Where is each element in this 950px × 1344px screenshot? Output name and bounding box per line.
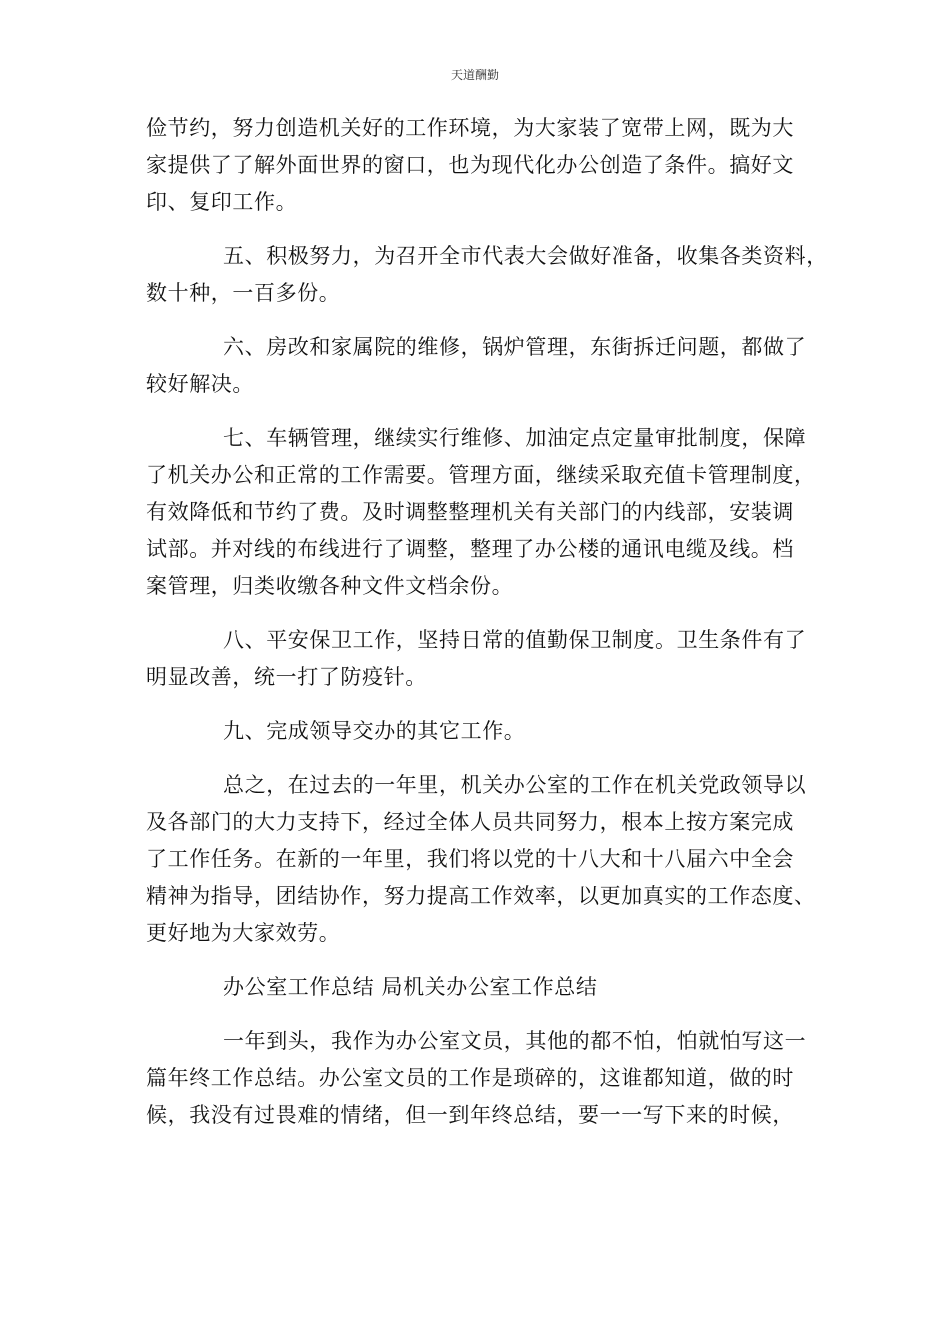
text-line: 篇年终工作总结。办公室文员的工作是琐碎的，这谁都知道，做的时 <box>146 1066 794 1090</box>
text-line: 了机关办公和正常的工作需要。管理方面，继续采取充值卡管理制度， <box>146 463 816 487</box>
text-line: 总之，在过去的一年里，机关办公室的工作在机关党政领导以 <box>223 773 807 797</box>
text-line: 八、平安保卫工作，坚持日常的值勤保卫制度。卫生条件有了 <box>223 628 807 652</box>
text-line: 有效降低和节约了费。及时调整整理机关有关部门的内线部，安装调 <box>146 500 794 524</box>
paragraph <box>146 329 812 403</box>
text-line: 更好地为大家效劳。 <box>146 921 341 945</box>
text-line: 案管理，归类收缴各种文件文档余份。 <box>146 574 514 598</box>
paragraph <box>146 110 812 221</box>
paragraph <box>146 767 816 952</box>
text-line: 六、房改和家属院的维修，锅炉管理，东街拆迁问题，都做了 <box>223 335 807 359</box>
text-line: 九、完成领导交办的其它工作。 <box>223 719 526 743</box>
paragraph <box>146 420 816 605</box>
text-line: 试部。并对线的布线进行了调整，整理了办公楼的通讯电缆及线。档 <box>146 537 794 561</box>
text-line: 较好解决。 <box>146 372 254 396</box>
text-line: 候，我没有过畏难的情绪，但一到年终总结，要一一写下来的时候， <box>146 1103 794 1127</box>
paragraph <box>146 238 828 312</box>
paragraph <box>146 1023 812 1134</box>
text-line: 俭节约，努力创造机关好的工作环境，为大家装了宽带上网，既为大 <box>146 116 794 140</box>
text-line: 明显改善，统一打了防疫针。 <box>146 665 427 689</box>
text-line: 及各部门的大力支持下，经过全体人员共同努力，根本上按方案完成 <box>146 810 794 834</box>
paragraph <box>146 713 812 750</box>
text-line: 办公室工作总结 局机关办公室工作总结 <box>223 975 598 999</box>
document-body <box>146 110 828 1151</box>
text-line: 一年到头，我作为办公室文员，其他的都不怕，怕就怕写这一 <box>223 1029 807 1053</box>
page-header: 天道酬勤 <box>450 68 499 82</box>
text-line: 精神为指导，团结协作，努力提高工作效率，以更加真实的工作态度、 <box>146 884 816 908</box>
text-line: 了工作任务。在新的一年里，我们将以党的十八大和十八届六中全会 <box>146 847 794 871</box>
text-line: 五、积极努力，为召开全市代表大会做好准备，收集各类资料， <box>223 244 828 268</box>
text-line: 七、车辆管理，继续实行维修、加油定点定量审批制度，保障 <box>223 426 807 450</box>
text-line: 数十种，一百多份。 <box>146 281 341 305</box>
text-line: 家提供了了解外面世界的窗口，也为现代化办公创造了条件。搞好文 <box>146 153 794 177</box>
text-line: 印、复印工作。 <box>146 190 298 214</box>
paragraph <box>146 969 812 1006</box>
paragraph <box>146 622 812 696</box>
